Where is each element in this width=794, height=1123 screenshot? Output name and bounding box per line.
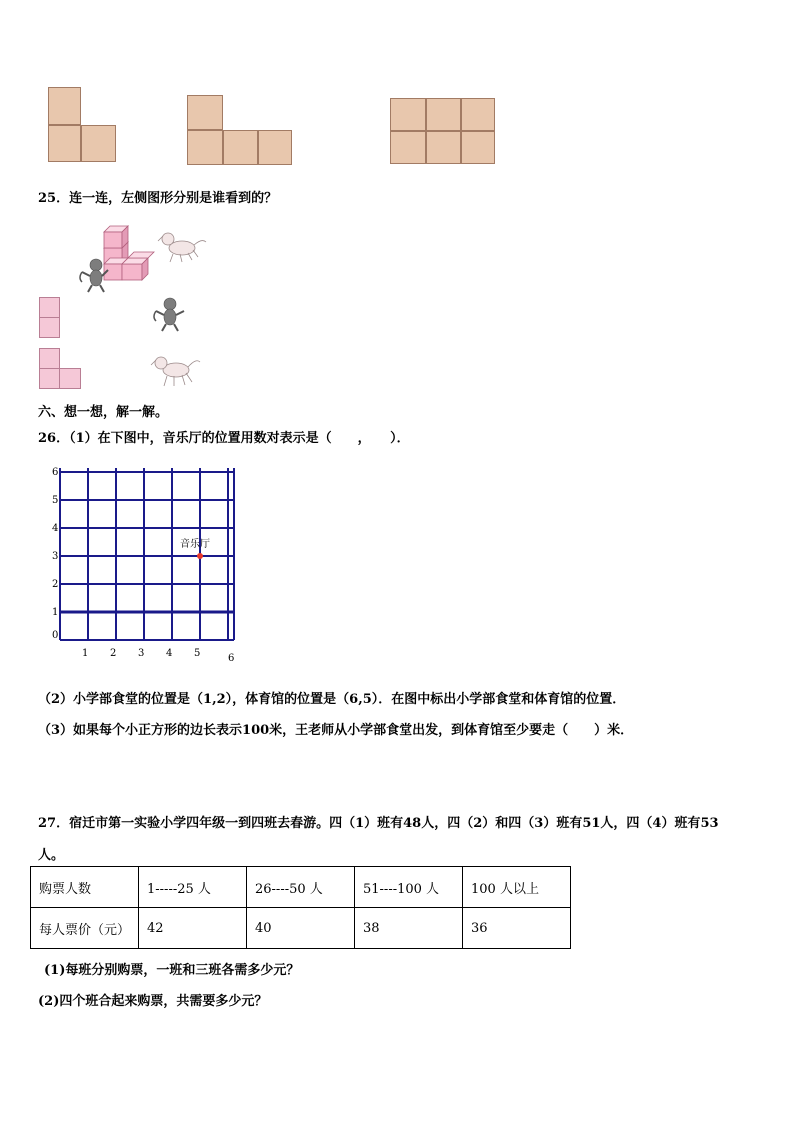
- table-cell: 每人票价（元）: [31, 908, 139, 949]
- table-row: [31, 867, 571, 908]
- square: [48, 125, 81, 162]
- square: [39, 297, 60, 318]
- q27-line1: 27．宿迁市第一实验小学四年级一到四班去春游。四（1）班有48人，四（2）和四（3）班有51人，四（4）班有53: [38, 816, 719, 831]
- y-tick-label: 0: [52, 630, 59, 641]
- table-cell: 100 人以上: [463, 867, 571, 908]
- table-cell: 购票人数: [31, 867, 139, 908]
- square: [390, 98, 426, 131]
- monkey-icon: [150, 297, 190, 333]
- table-cell: 38: [355, 908, 463, 949]
- dog-icon: [150, 352, 202, 390]
- x-tick-label: 6: [228, 653, 235, 662]
- q27-sub2: (2)四个班合起来购票，共需要多少元？: [38, 994, 268, 1009]
- coordinate-grid: [40, 462, 240, 662]
- view-figure-2: [187, 95, 293, 165]
- table-cell: 40: [247, 908, 355, 949]
- square: [187, 130, 223, 165]
- y-tick-label: 4: [52, 523, 59, 534]
- square: [426, 98, 461, 131]
- square: [39, 317, 60, 338]
- q27-line2: 人。: [38, 848, 65, 863]
- x-tick-label: 2: [110, 648, 117, 659]
- square: [426, 131, 461, 164]
- y-tick-label: 5: [52, 495, 59, 506]
- view-figure-1: [48, 87, 118, 163]
- x-tick-label: 1: [82, 648, 89, 659]
- q25-title: 25．连一连，左侧图形分别是谁看到的？: [38, 191, 278, 206]
- x-tick-label: 5: [194, 648, 201, 659]
- x-tick-label: 3: [138, 648, 145, 659]
- table-row: [31, 908, 571, 949]
- q26-part1: 26．（1）在下图中，音乐厅的位置用数对表示是（ ， ）．: [38, 431, 410, 446]
- square: [258, 130, 292, 165]
- y-tick-label: 2: [52, 579, 59, 590]
- q25-shape-vertical: [39, 297, 61, 339]
- dog-icon: [158, 233, 206, 262]
- table-cell: 42: [139, 908, 247, 949]
- y-tick-label: 6: [52, 467, 59, 478]
- square: [39, 368, 60, 389]
- music-hall-label: 音乐厅: [180, 539, 210, 550]
- square: [48, 87, 81, 125]
- square: [39, 348, 60, 369]
- q25-shape-l: [39, 348, 83, 390]
- q26-part3: （3）如果每个小正方形的边长表示100米，王老师从小学部食堂出发，到体育馆至少要走（ ）米．: [38, 723, 634, 738]
- x-tick-label: 4: [166, 648, 173, 659]
- table-cell: 36: [463, 908, 571, 949]
- table-cell: 51----100 人: [355, 867, 463, 908]
- square: [187, 95, 223, 130]
- q25-cube-scene: [74, 218, 214, 296]
- music-hall-marker: [197, 553, 203, 559]
- y-tick-label: 1: [52, 607, 59, 618]
- square: [390, 131, 426, 164]
- square: [59, 368, 81, 389]
- cube-stack-icon: [104, 226, 154, 280]
- square: [461, 131, 495, 164]
- square: [461, 98, 495, 131]
- q26-part2: （2）小学部食堂的位置是（1,2），体育馆的位置是（6,5）．在图中标出小学部食堂和体育馆的位置．: [38, 692, 626, 707]
- ticket-price-table: [30, 866, 571, 949]
- q27-sub1: (1)每班分别购票，一班和三班各需多少元？: [44, 963, 300, 978]
- square: [223, 130, 258, 165]
- square: [81, 125, 116, 162]
- table-cell: 26----50 人: [247, 867, 355, 908]
- y-tick-label: 3: [52, 551, 59, 562]
- table-cell: 1-----25 人: [139, 867, 247, 908]
- section6-title: 六、想一想，解一解。: [38, 405, 169, 420]
- view-figure-3: [390, 98, 496, 165]
